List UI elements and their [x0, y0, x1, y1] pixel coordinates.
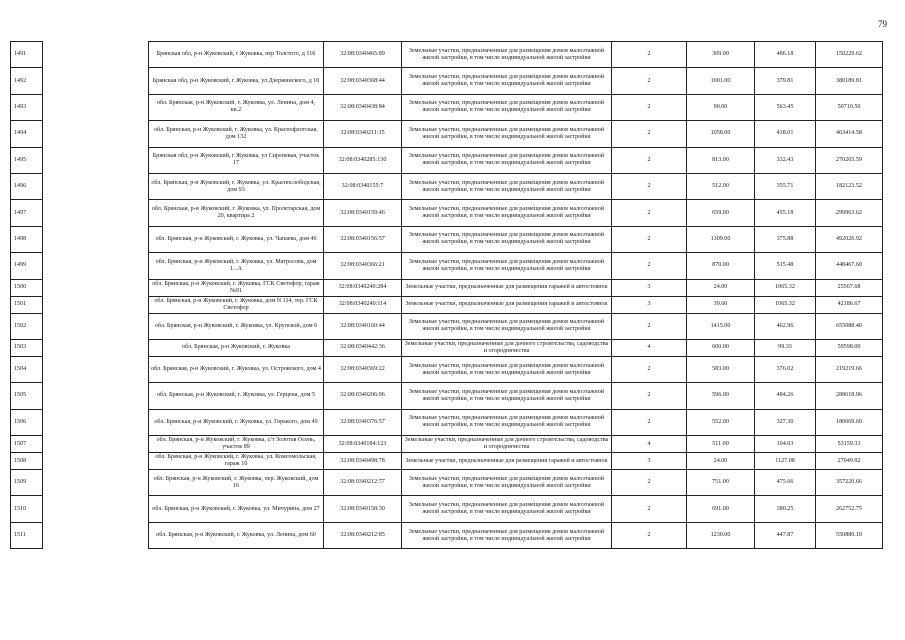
- cell-specific-value: 1065.32: [755, 279, 816, 296]
- cell-land-use: Земельные участки, предназначенные для размещения домов малоэтажной жилой застройки, в том числе индивидуальной жилой застройки: [402, 42, 612, 68]
- cell-area: 1230.00: [687, 522, 755, 548]
- table-row: [11, 522, 883, 548]
- cell-cadastral-number: 32:08:0340212:77: [324, 470, 402, 496]
- cell-cadastral-number: 32:08:0340158:30: [324, 496, 402, 522]
- cell-address: обл. Брянская, р-н Жуковский, г. Жуковка, ул. Ленина, дом 4, кв.2: [149, 94, 324, 120]
- cell-area: 1058.00: [687, 121, 755, 147]
- cell-group: 2: [612, 470, 687, 496]
- cell-address: Брянская обл, р-н Жуковский, г Жуковка, ул Дзержинского, д 10: [149, 68, 324, 94]
- cell-gap: [43, 409, 149, 435]
- cell-cadastral-number: 32:08:0340240:284: [324, 279, 402, 296]
- cell-address: обл. Брянская, р-н Жуковский, г. Жуковка, с/т Золотая Осень, участок 89: [149, 436, 324, 453]
- cell-gap: [43, 436, 149, 453]
- cell-specific-value: 475.66: [755, 470, 816, 496]
- cell-cadastral-value: 299963.62: [816, 200, 883, 226]
- cell-group: 2: [612, 94, 687, 120]
- cell-cadastral-number: 32:08:0340212:85: [324, 522, 402, 548]
- cell-group: 2: [612, 313, 687, 339]
- cell-cadastral-number: 32:08:0340160:44: [324, 313, 402, 339]
- cell-cadastral-number: 32:08:0340240:114: [324, 296, 402, 313]
- cell-specific-value: 104.03: [755, 436, 816, 453]
- cell-address: обл. Брянская, р-н Жуковский, г. Жуковка, ул. Горького, дом 49: [149, 409, 324, 435]
- cell-area: 596.00: [687, 383, 755, 409]
- cell-specific-value: 462.96: [755, 313, 816, 339]
- cell-group: 4: [612, 436, 687, 453]
- cell-gap: [43, 470, 149, 496]
- cell-gap: [43, 296, 149, 313]
- cell-group: 2: [612, 496, 687, 522]
- cell-cadastral-value: 27049.92: [816, 453, 883, 470]
- cell-cadastral-value: 357220.66: [816, 470, 883, 496]
- cell-land-use: Земельные участки, предназначенные для размещения домов малоэтажной жилой застройки, в том числе индивидуальной жилой застройки: [402, 470, 612, 496]
- cell-specific-value: 380.25: [755, 496, 816, 522]
- cell-address: обл. Брянская, р-н Жуковский, г. Жуковка, ул. Краснофлотская, дом 132: [149, 121, 324, 147]
- cell-area: 552.00: [687, 409, 755, 435]
- cell-cadastral-number: 32:08:0340465:89: [324, 42, 402, 68]
- cell-land-use: Земельные участки, предназначенные для размещения домов малоэтажной жилой застройки, в том числе индивидуальной жилой застройки: [402, 147, 612, 173]
- cell-number: 1497: [11, 200, 43, 226]
- cell-cadastral-number: 32:08:0340285:130: [324, 147, 402, 173]
- table-row: [11, 253, 883, 279]
- cell-land-use: Земельные участки, предназначенные для размещения домов малоэтажной жилой застройки, в том числе индивидуальной жилой застройки: [402, 94, 612, 120]
- cell-group: 2: [612, 42, 687, 68]
- cell-land-use: Земельные участки, предназначенные для размещения домов малоэтажной жилой застройки, в том числе индивидуальной жилой застройки: [402, 313, 612, 339]
- cell-area: 659.00: [687, 200, 755, 226]
- cell-specific-value: 379.81: [755, 68, 816, 94]
- cell-address: обл. Брянская, р-н Жуковский, г. Жуковка, ГСК Светофор, гараж №91: [149, 279, 324, 296]
- cell-number: 1498: [11, 226, 43, 252]
- cell-address: обл. Брянская, р-н Жуковский, г. Жуковка, ул. Пролетарская, дом 20, квартира 2: [149, 200, 324, 226]
- cell-cadastral-value: 180669.60: [816, 409, 883, 435]
- cell-specific-value: 515.48: [755, 253, 816, 279]
- cell-land-use: Земельные участки, предназначенные для размещения домов малоэтажной жилой застройки, в том числе индивидуальной жилой застройки: [402, 522, 612, 548]
- cell-number: 1508: [11, 453, 43, 470]
- cell-gap: [43, 173, 149, 199]
- cell-cadastral-value: 150229.62: [816, 42, 883, 68]
- table-row: [11, 68, 883, 94]
- cell-cadastral-value: 380189.81: [816, 68, 883, 94]
- cell-specific-value: 375.88: [755, 226, 816, 252]
- table-row: [11, 42, 883, 68]
- cell-group: 2: [612, 383, 687, 409]
- cell-area: 90.00: [687, 94, 755, 120]
- cell-gap: [43, 496, 149, 522]
- cell-cadastral-value: 182123.52: [816, 173, 883, 199]
- cell-cadastral-value: 288618.96: [816, 383, 883, 409]
- cell-gap: [43, 356, 149, 382]
- cell-number: 1500: [11, 279, 43, 296]
- cell-specific-value: 327.30: [755, 409, 816, 435]
- cell-specific-value: 1065.32: [755, 296, 816, 313]
- cell-cadastral-number: 32:08:0340156:57: [324, 226, 402, 252]
- cell-number: 1499: [11, 253, 43, 279]
- cell-cadastral-value: 25567.68: [816, 279, 883, 296]
- cell-cadastral-value: 53159.33: [816, 436, 883, 453]
- cell-number: 1509: [11, 470, 43, 496]
- cell-number: 1505: [11, 383, 43, 409]
- cell-gap: [43, 68, 149, 94]
- cell-gap: [43, 226, 149, 252]
- cell-cadastral-number: 32:08:0340366:21: [324, 253, 402, 279]
- cell-specific-value: 484.26: [755, 383, 816, 409]
- cell-area: 600.00: [687, 339, 755, 356]
- cell-number: 1504: [11, 356, 43, 382]
- cell-gap: [43, 339, 149, 356]
- cell-group: 2: [612, 173, 687, 199]
- cell-area: 870.00: [687, 253, 755, 279]
- table-row: [11, 147, 883, 173]
- table-row: [11, 356, 883, 382]
- cell-area: 583.00: [687, 356, 755, 382]
- cell-gap: [43, 453, 149, 470]
- cell-land-use: Земельные участки, предназначенные для размещения домов малоэтажной жилой застройки, в том числе индивидуальной жилой застройки: [402, 383, 612, 409]
- cell-number: 1494: [11, 121, 43, 147]
- cell-cadastral-value: 492026.92: [816, 226, 883, 252]
- table-body: [11, 42, 883, 549]
- cell-address: обл. Брянская, р-н Жуковский, г. Жуковка, ул. Комсомольская, гараж 10: [149, 453, 324, 470]
- cell-gap: [43, 42, 149, 68]
- cell-area: 691.00: [687, 496, 755, 522]
- cell-group: 3: [612, 279, 687, 296]
- table-row: [11, 453, 883, 470]
- cell-cadastral-number: 32:08:0340498:78: [324, 453, 402, 470]
- cell-address: обл. Брянская, р-н Жуковский, г. Жуковка, ул. Чапаева, дом 46: [149, 226, 324, 252]
- cell-number: 1491: [11, 42, 43, 68]
- cell-area: 512.00: [687, 173, 755, 199]
- cell-address: Брянская обл, р-н Жуковский, г Жуковка, пер Толстого, д 11б: [149, 42, 324, 68]
- cell-address: обл. Брянская, р-н Жуковский, г. Жуковка, дом N 114, тер. ГСК Светофор: [149, 296, 324, 313]
- table-row: [11, 173, 883, 199]
- cell-number: 1502: [11, 313, 43, 339]
- cell-specific-value: 447.87: [755, 522, 816, 548]
- cell-area: 813.00: [687, 147, 755, 173]
- cell-number: 1511: [11, 522, 43, 548]
- table-row: [11, 121, 883, 147]
- cell-number: 1496: [11, 173, 43, 199]
- table-row: [11, 409, 883, 435]
- table-row: [11, 94, 883, 120]
- cell-land-use: Земельные участки, предназначенные для размещения гаражей и автостоянок: [402, 296, 612, 313]
- cell-area: 39.60: [687, 296, 755, 313]
- cell-group: 2: [612, 226, 687, 252]
- cell-address: обл. Брянская, р-н Жуковский, г. Жуковка, ул. Матросова, дом 1...А: [149, 253, 324, 279]
- cell-address: обл. Брянская, р-н Жуковский, г. Жуковка, ул. Островского, дом 4: [149, 356, 324, 382]
- cell-gap: [43, 94, 149, 120]
- cell-area: 511.00: [687, 436, 755, 453]
- cell-area: 309.00: [687, 42, 755, 68]
- table-row: [11, 279, 883, 296]
- cell-gap: [43, 313, 149, 339]
- cell-cadastral-value: 550880.10: [816, 522, 883, 548]
- cell-area: 1309.00: [687, 226, 755, 252]
- cell-land-use: Земельные участки, предназначенные для размещения домов малоэтажной жилой застройки, в том числе индивидуальной жилой застройки: [402, 173, 612, 199]
- cell-cadastral-value: 262752.75: [816, 496, 883, 522]
- cell-group: 2: [612, 121, 687, 147]
- cell-group: 2: [612, 409, 687, 435]
- table-row: [11, 226, 883, 252]
- cell-group: 2: [612, 147, 687, 173]
- cell-cadastral-number: 32:08:0340368:44: [324, 68, 402, 94]
- cell-group: 3: [612, 296, 687, 313]
- cell-address: обл. Брянская, р-н Жуковский, г. Жуковка, ул. Крупской, дом 6: [149, 313, 324, 339]
- cell-cadastral-value: 50710.50: [816, 94, 883, 120]
- table-row: [11, 383, 883, 409]
- cell-cadastral-number: 32:08:0340438:84: [324, 94, 402, 120]
- cell-cadastral-number: 32:08:0340211:15: [324, 121, 402, 147]
- table-row: [11, 470, 883, 496]
- cell-cadastral-number: 32:08:0340206:96: [324, 383, 402, 409]
- cell-specific-value: 99.33: [755, 339, 816, 356]
- cell-number: 1506: [11, 409, 43, 435]
- page-number: 79: [878, 19, 887, 29]
- cell-area: 1001.00: [687, 68, 755, 94]
- cell-cadastral-value: 655088.40: [816, 313, 883, 339]
- cell-specific-value: 355.71: [755, 173, 816, 199]
- cell-group: 3: [612, 453, 687, 470]
- cell-area: 1415.00: [687, 313, 755, 339]
- cell-group: 2: [612, 356, 687, 382]
- cell-address: Брянская обл, р-н Жуковский, г Жуковка, ул Сиреневая, участок 17: [149, 147, 324, 173]
- cell-cadastral-number: 32:08:0340159:46: [324, 200, 402, 226]
- cell-cadastral-value: 463414.58: [816, 121, 883, 147]
- cell-cadastral-number: 32:08:0340155:7: [324, 173, 402, 199]
- cell-cadastral-value: 42186.67: [816, 296, 883, 313]
- cell-cadastral-number: 32:08:0340184:123: [324, 436, 402, 453]
- cell-address: обл. Брянская, р-н Жуковский, г. Жуковка, ул. Краснослободская, дом 93: [149, 173, 324, 199]
- table-row: [11, 339, 883, 356]
- cell-land-use: Земельные участки, предназначенные для размещения домов малоэтажной жилой застройки, в том числе индивидуальной жилой застройки: [402, 200, 612, 226]
- table-row: [11, 313, 883, 339]
- cell-land-use: Земельные участки, предназначенные для дачного строительства, садоводства и огородничества: [402, 339, 612, 356]
- cell-specific-value: 438.01: [755, 121, 816, 147]
- cell-cadastral-value: 59598.00: [816, 339, 883, 356]
- cell-land-use: Земельные участки, предназначенные для размещения домов малоэтажной жилой застройки, в том числе индивидуальной жилой застройки: [402, 253, 612, 279]
- table-row: [11, 436, 883, 453]
- cell-number: 1507: [11, 436, 43, 453]
- cell-land-use: Земельные участки, предназначенные для размещения домов малоэтажной жилой застройки, в том числе индивидуальной жилой застройки: [402, 226, 612, 252]
- cell-cadastral-value: 270265.59: [816, 147, 883, 173]
- cell-gap: [43, 253, 149, 279]
- cell-land-use: Земельные участки, предназначенные для размещения гаражей и автостоянок: [402, 453, 612, 470]
- cell-land-use: Земельные участки, предназначенные для размещения домов малоэтажной жилой застройки, в том числе индивидуальной жилой застройки: [402, 121, 612, 147]
- cell-area: 24.00: [687, 453, 755, 470]
- cell-land-use: Земельные участки, предназначенные для размещения домов малоэтажной жилой застройки, в том числе индивидуальной жилой застройки: [402, 409, 612, 435]
- cell-cadastral-number: 32:08:0340376:57: [324, 409, 402, 435]
- cell-land-use: Земельные участки, предназначенные для размещения домов малоэтажной жилой застройки, в том числе индивидуальной жилой застройки: [402, 496, 612, 522]
- cell-cadastral-number: 32:08:0340369:22: [324, 356, 402, 382]
- cell-specific-value: 376.02: [755, 356, 816, 382]
- cell-group: 4: [612, 339, 687, 356]
- cell-cadastral-value: 219219.66: [816, 356, 883, 382]
- table-row: [11, 200, 883, 226]
- cell-gap: [43, 279, 149, 296]
- cell-specific-value: 455.18: [755, 200, 816, 226]
- cell-group: 2: [612, 68, 687, 94]
- cell-cadastral-value: 448467.60: [816, 253, 883, 279]
- cell-specific-value: 486.18: [755, 42, 816, 68]
- cell-number: 1492: [11, 68, 43, 94]
- cell-land-use: Земельные участки, предназначенные для размещения домов малоэтажной жилой застройки, в том числе индивидуальной жилой застройки: [402, 356, 612, 382]
- cell-group: 2: [612, 253, 687, 279]
- cell-number: 1495: [11, 147, 43, 173]
- cell-specific-value: 332.43: [755, 147, 816, 173]
- cell-address: обл. Брянская, р-н Жуковский, г. Жуковка: [149, 339, 324, 356]
- cell-land-use: Земельные участки, предназначенные для размещения гаражей и автостоянок: [402, 279, 612, 296]
- cell-land-use: Земельные участки, предназначенные для дачного строительства, садоводства и огородничества: [402, 436, 612, 453]
- cadastral-value-table: [10, 41, 883, 549]
- cell-area: 751.00: [687, 470, 755, 496]
- cell-number: 1493: [11, 94, 43, 120]
- cell-number: 1501: [11, 296, 43, 313]
- cell-group: 2: [612, 522, 687, 548]
- cell-gap: [43, 121, 149, 147]
- cell-number: 1503: [11, 339, 43, 356]
- cell-gap: [43, 383, 149, 409]
- cell-specific-value: 1127.08: [755, 453, 816, 470]
- cell-area: 24.00: [687, 279, 755, 296]
- cell-gap: [43, 200, 149, 226]
- cell-specific-value: 563.45: [755, 94, 816, 120]
- cell-address: обл. Брянская, р-н Жуковский, г. Жуковка, ул. Ленина, дом 60: [149, 522, 324, 548]
- cell-number: 1510: [11, 496, 43, 522]
- cell-address: обл. Брянская, р-н Жуковский, г. Жуковка, ул. Мичурина, дом 27: [149, 496, 324, 522]
- cell-gap: [43, 522, 149, 548]
- cell-cadastral-number: 32:08:0340442:36: [324, 339, 402, 356]
- table-row: [11, 296, 883, 313]
- cell-address: обл. Брянская, р-н Жуковский, г. Жуковка, пер. Жуковский, дом 16: [149, 470, 324, 496]
- cell-group: 2: [612, 200, 687, 226]
- cell-land-use: Земельные участки, предназначенные для размещения домов малоэтажной жилой застройки, в том числе индивидуальной жилой застройки: [402, 68, 612, 94]
- cell-gap: [43, 147, 149, 173]
- cell-address: обл. Брянская, р-н Жуковский, г. Жуковка, ул. Герцена, дом 5: [149, 383, 324, 409]
- table-row: [11, 496, 883, 522]
